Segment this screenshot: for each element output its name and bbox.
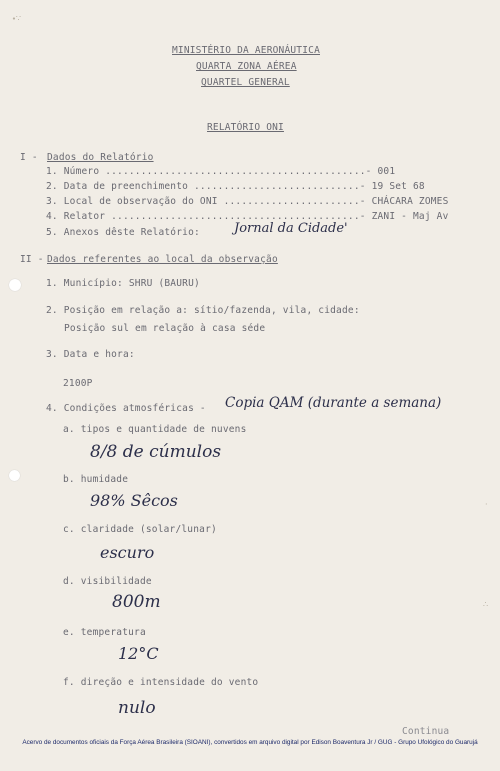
hora-value: 2100P [63,378,93,389]
header-quartel: QUARTEL GENERAL [201,77,290,88]
label-visibilidade: d. visibilidade [63,576,152,587]
section1-title: Dados do Relatório [47,152,154,163]
label-claridade: c. claridade (solar/lunar) [63,524,217,535]
punch-hole-top [9,279,21,291]
handwritten-annex: Jornal da Cidade' [234,221,348,236]
punch-hole-middle [9,470,20,481]
item-relator: 4. Relator ..........................................- ZANI - Maj Av [46,211,449,222]
edge-mark-2: ∴ [483,600,489,609]
handwritten-claridade: escuro [100,543,155,562]
section1-roman: I - [20,152,38,163]
item-posicao: 2. Posição em relação a: sítio/fazenda, vila, cidade: [46,305,360,316]
report-title: RELATÓRIO ONI [207,122,284,133]
handwritten-vento: nulo [118,698,156,718]
paper-mark: ∙∵ [12,14,22,23]
label-vento: f. direção e intensidade do vento [63,677,259,688]
section2-roman: II - [20,254,44,265]
header-ministry: MINISTÉRIO DA AERONÁUTICA [172,45,320,56]
continues-note: Continua [402,726,450,737]
archive-footer: Acervo de documentos oficiais da Força Aérea Brasileira (SIOANI), convertidos em arquivo digital por Edison Boaventura Jr / GUG - Grupo Ufológico do Guarujá [22,739,478,746]
edge-mark: · [485,500,488,509]
label-nuvens: a. tipos e quantidade de nuvens [63,424,247,435]
posicao-answer: Posição sul em relação à casa séde [64,323,266,334]
section2-title: Dados referentes ao local da observação [47,254,278,265]
handwritten-nuvens: 8/8 de cúmulos [90,442,222,462]
item-anexos: 5. Anexos dêste Relatório: [46,227,200,238]
item-local: 3. Local de observação do ONI .......................- CHÁCARA ZOMES [46,196,449,207]
label-temperatura: e. temperatura [63,627,146,638]
item-condicoes: 4. Condições atmosféricas - [46,403,206,414]
item-municipio: 1. Município: SHRU (BAURU) [46,278,200,289]
item-numero: 1. Número ............................................- 001 [46,166,396,177]
header-zone: QUARTA ZONA AÉREA [196,61,297,72]
handwritten-visibilidade: 800m [112,592,161,612]
handwritten-temperatura: 12°C [118,644,159,663]
item-data-hora: 3. Data e hora: [46,349,135,360]
handwritten-humidade: 98% Sêcos [90,491,178,510]
label-humidade: b. humidade [63,474,129,485]
handwritten-condicoes: Copia QAM (durante a semana) [225,395,442,411]
item-data-preenchimento: 2. Data de preenchimento ............................- 19 Set 68 [46,181,425,192]
